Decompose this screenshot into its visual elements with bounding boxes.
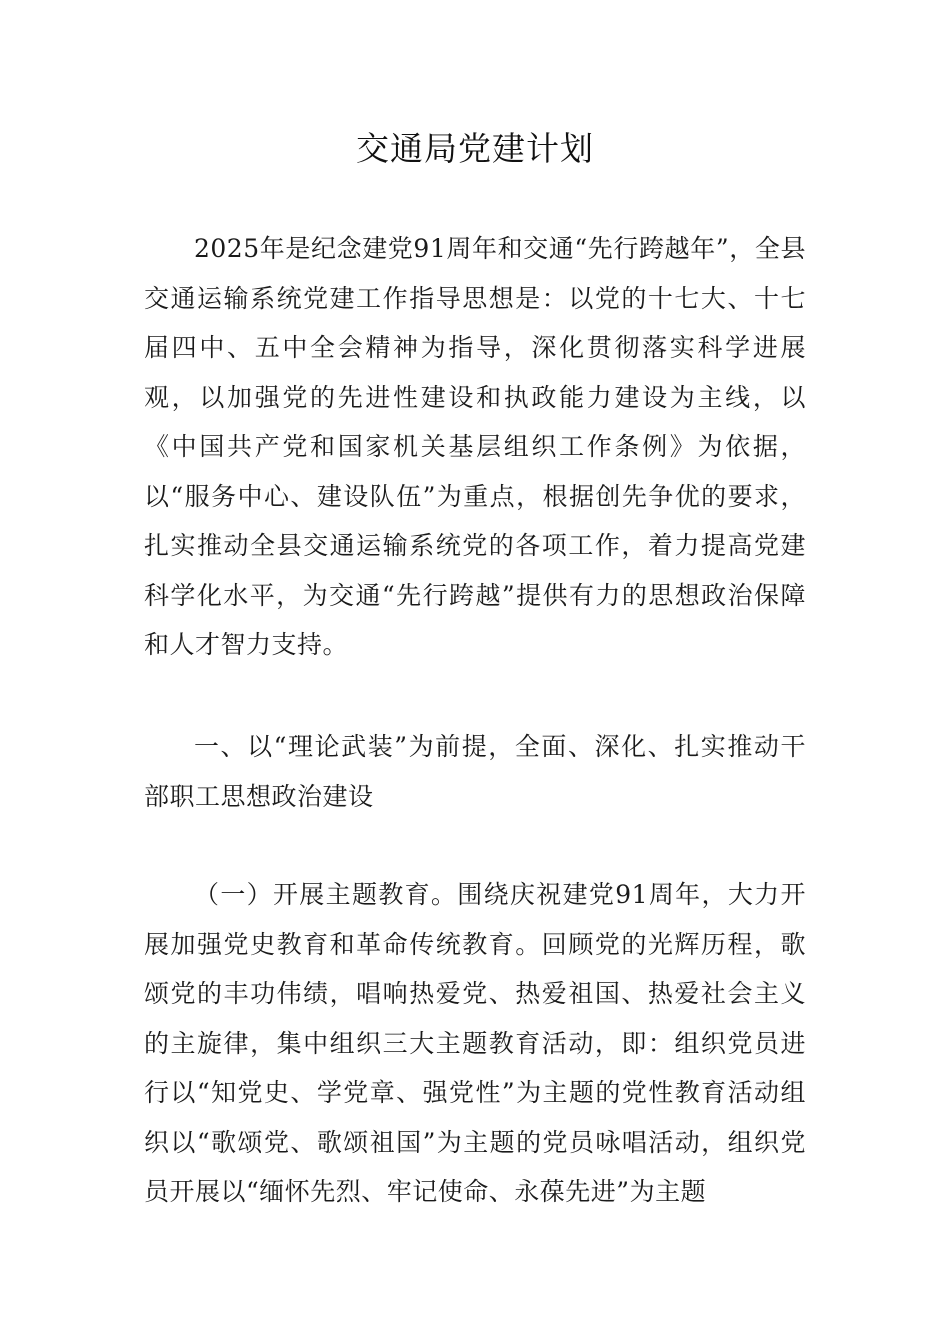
paragraph-guiding-ideology: 2025年是纪念建党91周年和交通“先行跨越年”，全县交通运输系统党建工作指导思想是：以党的十七大、十七届四中、五中全会精神为指导，深化贯彻落实科学进展观，以加强党的先进性建设和执政能力建设为主线，以《中国共产党和国家机关基层组织工作条例》为依据，以“服务中心、建设队伍”为重点，根据创先争优的要求，扎实推动全县交通运输系统党的各项工作，着力提高党建科学化水平，为交通“先行跨越”提供有力的思想政治保障和人才智力支持。: [144, 234, 806, 659]
paragraph-theme-education: （一）开展主题教育。围绕庆祝建党91周年，大力开展加强党史教育和革命传统教育。回顾党的光辉历程，歌颂党的丰功伟绩，唱响热爱党、热爱祖国、热爱社会主义的主旋律，集中组织三大主题教育活动，即：组织党员进行以“知党史、学党章、强党性”为主题的党性教育活动组织以“歌颂党、歌颂祖国”为主题的党员咏唱活动，组织党员开展以“缅怀先烈、牢记使命、永葆先进”为主题: [144, 880, 806, 1206]
document-title: 交通局党建计划: [356, 129, 594, 168]
section-heading-1: 一、以“理论武装”为前提，全面、深化、扎实推动干部职工思想政治建设: [144, 732, 806, 811]
